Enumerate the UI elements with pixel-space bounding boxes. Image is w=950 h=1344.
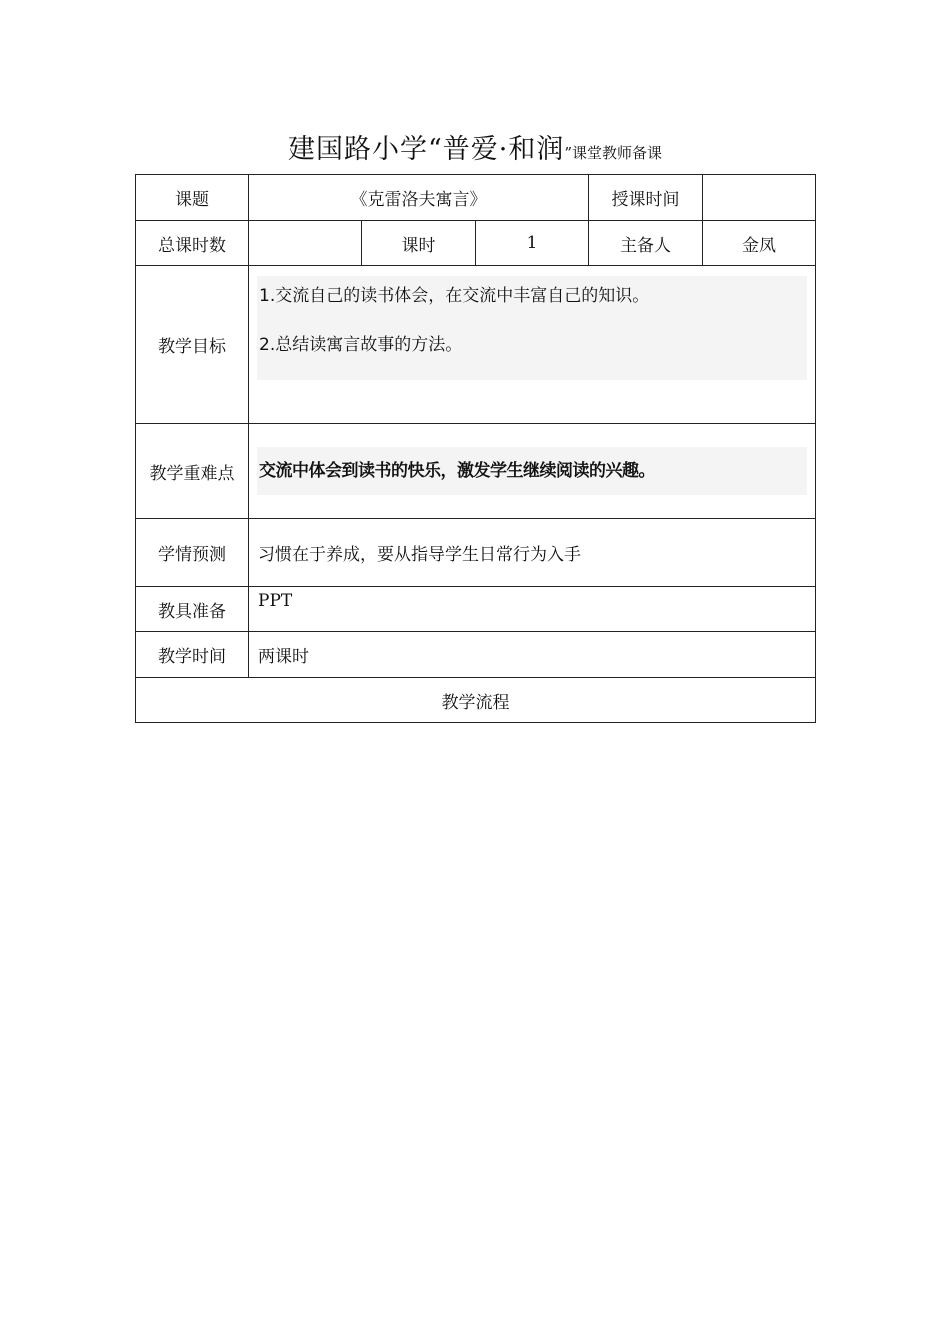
table-row bbox=[136, 587, 816, 632]
student-analysis-value: 习惯在于养成，要从指导学生日常行为入手 bbox=[249, 519, 816, 587]
table-row bbox=[136, 519, 816, 587]
label-materials: 教具准备 bbox=[136, 587, 249, 632]
objectives-cell bbox=[249, 266, 816, 424]
objectives-list bbox=[257, 276, 807, 380]
teaching-date-value bbox=[703, 175, 816, 221]
materials-value: PPT bbox=[249, 587, 816, 632]
table-row bbox=[136, 424, 816, 519]
table-row bbox=[136, 266, 816, 424]
label-total-periods: 总课时数 bbox=[136, 221, 249, 266]
table-row bbox=[136, 175, 816, 221]
total-periods-value bbox=[249, 221, 362, 266]
label-preparer: 主备人 bbox=[589, 221, 703, 266]
label-student-analysis: 学情预测 bbox=[136, 519, 249, 587]
title-main: 建国路小学“普爱·和润 bbox=[287, 134, 565, 165]
label-objectives: 教学目标 bbox=[136, 266, 249, 424]
label-topic: 课题 bbox=[136, 175, 249, 221]
title-close-quote: ” bbox=[564, 144, 573, 162]
period-value: 1 bbox=[476, 221, 589, 266]
objective-item: 1.交流自己的读书体会，在交流中丰富自己的知识。 bbox=[259, 286, 650, 306]
teaching-time-value: 两课时 bbox=[249, 632, 816, 678]
objective-item: 2.总结读寓言故事的方法。 bbox=[259, 335, 463, 355]
label-period: 课时 bbox=[362, 221, 476, 266]
key-points-cell bbox=[249, 424, 816, 519]
table-row bbox=[136, 632, 816, 678]
document-title bbox=[0, 130, 950, 173]
label-teaching-date: 授课时间 bbox=[589, 175, 703, 221]
key-points-value: 交流中体会到读书的快乐，激发学生继续阅读的兴趣。 bbox=[257, 447, 807, 495]
label-key-points: 教学重难点 bbox=[136, 424, 249, 519]
topic-value: 《克雷洛夫寓言》 bbox=[249, 175, 589, 221]
lesson-plan-table bbox=[135, 174, 816, 723]
table-row bbox=[136, 678, 816, 723]
table-row bbox=[136, 221, 816, 266]
label-teaching-time: 教学时间 bbox=[136, 632, 249, 678]
preparer-value: 金凤 bbox=[703, 221, 816, 266]
title-subtitle: 课堂教师备课 bbox=[572, 144, 663, 162]
label-teaching-process: 教学流程 bbox=[136, 678, 816, 723]
